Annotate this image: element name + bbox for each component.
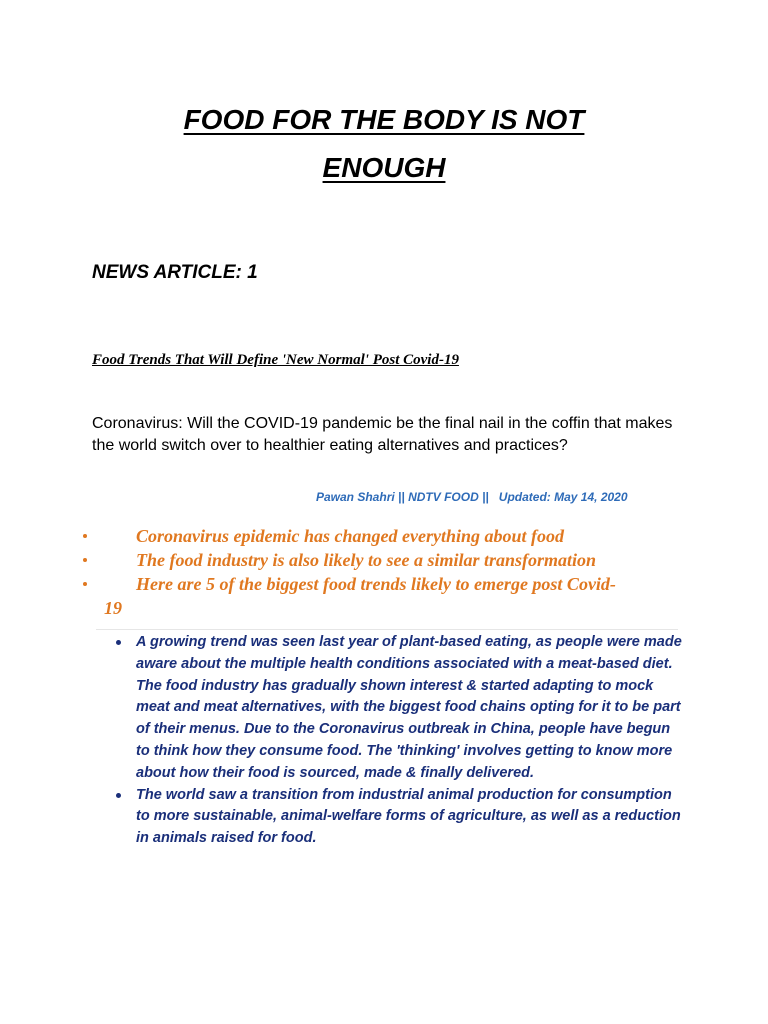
highlight-item: Coronavirus epidemic has changed everything about food xyxy=(80,524,680,548)
bullet-icon xyxy=(116,640,121,645)
bullet-icon xyxy=(83,534,87,538)
highlight-item: Here are 5 of the biggest food trends likely to emerge post Covid- 19 xyxy=(80,572,680,620)
bullet-icon xyxy=(83,558,87,562)
detail-item: The world saw a transition from industrial animal production for consumption to more sustainable, animal-welfare forms of agriculture, as well as a reduction in animals raised for food. xyxy=(112,785,682,850)
article-byline xyxy=(316,490,628,504)
article-summary: Coronavirus: Will the COVID-19 pandemic be the final nail in the coffin that makes the world switch over to healthier eating alternatives and practices? xyxy=(92,415,673,454)
title-line-1: FOOD FOR THE BODY IS NOT xyxy=(183,104,585,135)
highlight-item: The food industry is also likely to see a similar transformation xyxy=(80,548,680,572)
byline-author-source: Pawan Shahri || NDTV FOOD || xyxy=(316,490,489,504)
document-title xyxy=(0,96,768,192)
title-line-2: ENOUGH xyxy=(322,152,446,183)
detail-item: A growing trend was seen last year of plant-based eating, as people were made aware about the multiple health conditions associated with a meat-based diet. The food industry has gradually shown interest & started adapting to mock meat and meat alternatives, with the biggest food chains opting for it to be part of their menus. Due to the Coronavirus outbreak in China, people have begun to think how they consume food. The 'thinking' involves getting to know more about how their food is sourced, made & finally delivered. xyxy=(112,632,682,785)
article-headline: Food Trends That Will Define 'New Normal' Post Covid-19 xyxy=(92,352,459,368)
byline-updated: Updated: May 14, 2020 xyxy=(498,490,628,504)
details-list xyxy=(112,632,682,850)
bullet-icon xyxy=(83,582,87,586)
article-heading: NEWS ARTICLE: 1 xyxy=(92,262,258,283)
divider xyxy=(96,629,678,630)
highlights-list xyxy=(80,524,680,620)
bullet-icon xyxy=(116,793,121,798)
